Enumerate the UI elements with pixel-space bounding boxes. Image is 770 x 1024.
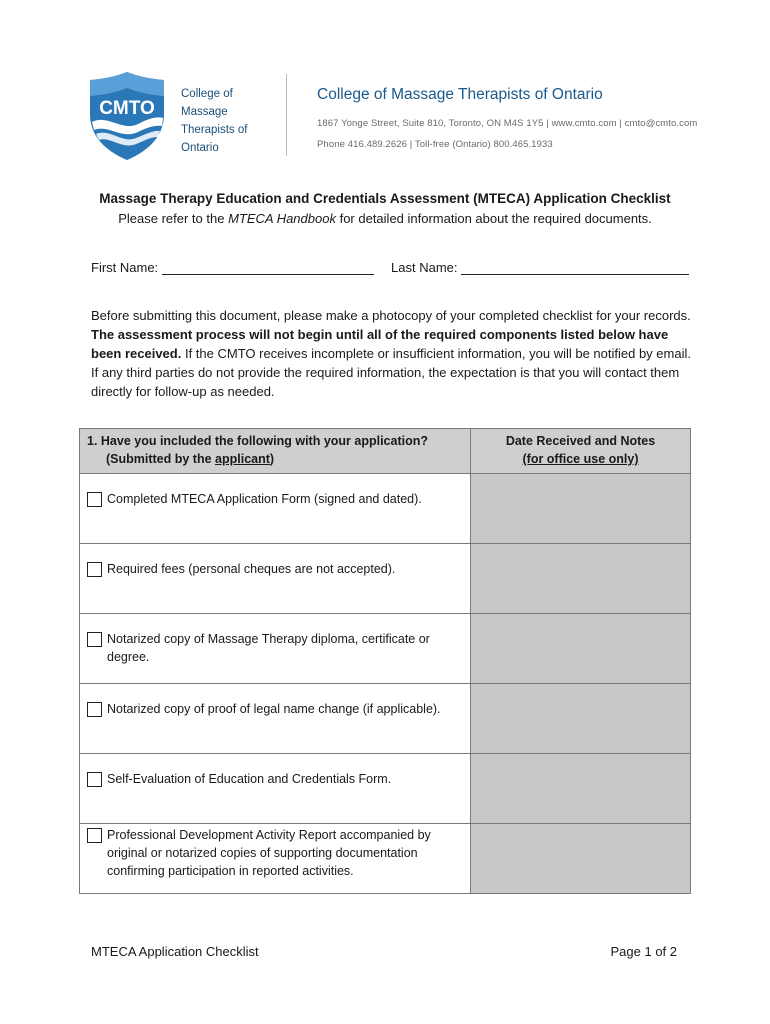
checklist-item bbox=[80, 474, 471, 544]
footer-document-name: MTECA Application Checklist bbox=[91, 944, 259, 959]
document-subtitle bbox=[0, 211, 770, 226]
intro-paragraph bbox=[91, 306, 691, 401]
logo-text: CMTO bbox=[99, 98, 155, 119]
office-use-cell bbox=[471, 754, 691, 824]
checklist-item bbox=[80, 544, 471, 614]
table-header-row bbox=[80, 429, 691, 474]
checklist-item-label: Self-Evaluation of Education and Credentials Form. bbox=[107, 772, 392, 786]
last-name-label: Last Name: bbox=[391, 260, 458, 275]
org-address: 1867 Yonge Street, Suite 810, Toronto, ON M4S 1Y5 | www.cmto.com | cmto@cmto.com bbox=[317, 118, 698, 129]
last-name-field[interactable] bbox=[461, 262, 689, 275]
logo-name bbox=[181, 85, 247, 157]
handbook-reference: MTECA Handbook bbox=[228, 211, 336, 226]
table-row bbox=[80, 544, 691, 614]
checkbox[interactable] bbox=[87, 632, 102, 647]
checklist-item bbox=[80, 754, 471, 824]
header-divider bbox=[286, 74, 287, 156]
table-row bbox=[80, 474, 691, 544]
checklist-item-label: Notarized copy of Massage Therapy diploma, certificate or degree. bbox=[107, 632, 430, 664]
cmto-shield-logo bbox=[88, 70, 166, 162]
office-use-header bbox=[471, 429, 691, 474]
checklist-item bbox=[80, 684, 471, 754]
question-text: (Submitted by the bbox=[106, 452, 216, 466]
logo-name-line: Massage bbox=[181, 106, 228, 118]
checklist-table bbox=[79, 428, 691, 894]
subtitle-text: for detailed information about the required documents. bbox=[335, 211, 652, 226]
org-phone: Phone 416.489.2626 | Toll-free (Ontario) 800.465.1933 bbox=[317, 139, 553, 150]
table-row bbox=[80, 614, 691, 684]
logo-name-line: Ontario bbox=[181, 142, 219, 154]
checkbox[interactable] bbox=[87, 562, 102, 577]
checkbox[interactable] bbox=[87, 772, 102, 787]
office-use-cell bbox=[471, 684, 691, 754]
question-text: ) bbox=[269, 452, 275, 466]
checklist-item-label: Required fees (personal cheques are not accepted). bbox=[107, 562, 396, 576]
intro-bold-text: The assessment process will not begin until all of the required components listed below have been received. bbox=[91, 327, 669, 361]
office-use-cell bbox=[471, 614, 691, 684]
checklist-item bbox=[80, 614, 471, 684]
checkbox[interactable] bbox=[87, 702, 102, 717]
office-use-cell bbox=[471, 474, 691, 544]
first-name-label: First Name: bbox=[91, 260, 159, 275]
office-header-line: Date Received and Notes bbox=[505, 434, 656, 448]
question-line bbox=[87, 450, 470, 468]
first-name-field[interactable] bbox=[162, 262, 374, 275]
question-header bbox=[80, 429, 471, 474]
letterhead bbox=[0, 0, 770, 170]
checklist-item-label: Notarized copy of proof of legal name change (if applicable). bbox=[107, 702, 441, 716]
checklist-item-label: Professional Development Activity Report accompanied by original or notarized copies of supporting documentation confirming participation in reported activities. bbox=[107, 828, 431, 878]
name-fields bbox=[91, 260, 689, 275]
intro-text: If the CMTO receives incomplete or insufficient information, you will be notified by email. If any third parties do not provide the required information, the expectation is that you will contact them directly for follow-up as needed. bbox=[91, 346, 691, 399]
office-header-line: (for office use only) bbox=[522, 452, 639, 466]
checklist-item-label: Completed MTECA Application Form (signed and dated). bbox=[107, 492, 422, 506]
footer-page-number: Page 1 of 2 bbox=[610, 944, 677, 959]
table-row bbox=[80, 754, 691, 824]
office-use-cell bbox=[471, 824, 691, 894]
checkbox[interactable] bbox=[87, 828, 102, 843]
office-use-cell bbox=[471, 544, 691, 614]
intro-text: Before submitting this document, please make a photocopy of your completed checklist for your records. bbox=[91, 308, 691, 323]
subtitle-text: Please refer to the bbox=[118, 211, 229, 226]
org-title: College of Massage Therapists of Ontario bbox=[317, 86, 603, 103]
table-row bbox=[80, 824, 691, 894]
applicant-text: applicant bbox=[215, 452, 270, 466]
checklist-item bbox=[80, 824, 471, 894]
table-row bbox=[80, 684, 691, 754]
checkbox[interactable] bbox=[87, 492, 102, 507]
logo-name-line: Therapists of bbox=[181, 124, 248, 136]
document-title: Massage Therapy Education and Credentials Assessment (MTECA) Application Checklist bbox=[99, 191, 671, 206]
logo-name-line: College of bbox=[181, 88, 233, 100]
question-line: 1. Have you included the following with your application? bbox=[87, 434, 428, 448]
